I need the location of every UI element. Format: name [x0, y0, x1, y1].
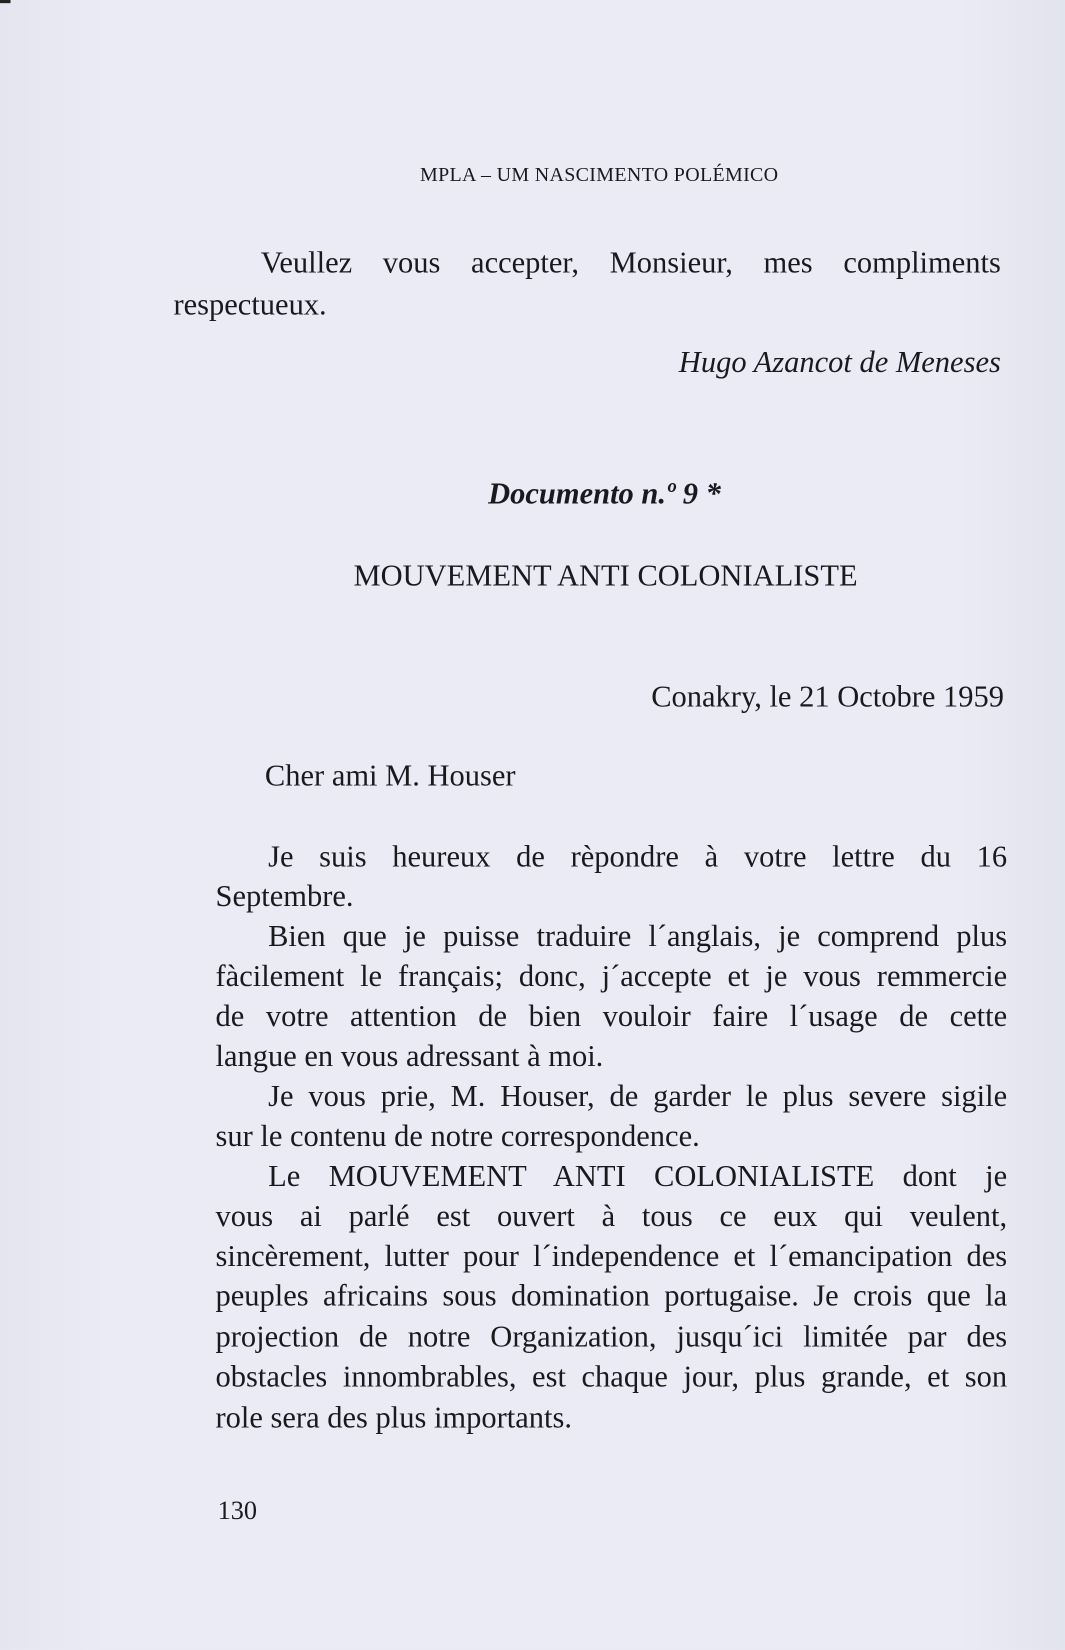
- body-line: fàcilement le français; donc, j´accepte et je vous remmercie: [215, 959, 1008, 994]
- body-line: peuples africains sous domination portugaise. Je crois que la: [215, 1279, 1008, 1314]
- running-header: MPLA – UM NASCIMENTO POLÉMICO: [420, 164, 779, 187]
- body-line: Le MOUVEMENT ANTI COLONIALISTE dont je: [268, 1159, 1008, 1194]
- body-line: role sera des plus importants.: [215, 1401, 572, 1436]
- body-line: obstacles innombrables, est chaque jour, plus grande, et son: [215, 1360, 1008, 1395]
- scan-mark: [0, 0, 11, 3]
- body-line: Septembre.: [215, 879, 354, 914]
- body-line: Je vous prie, M. Houser, de garder le plus severe sigile: [268, 1079, 1008, 1114]
- body-line: de votre attention de bien vouloir faire l´usage de cette: [215, 999, 1008, 1034]
- document-title: Documento n.º 9 *: [488, 477, 721, 511]
- body-line: sincèrement, lutter pour l´independence et l´emancipation des: [215, 1239, 1008, 1274]
- organization-title: MOUVEMENT ANTI COLONIALISTE: [353, 559, 858, 593]
- body-line: vous ai parlé est ouvert à tous ce eux qui veulent,: [215, 1199, 1008, 1234]
- body-line: projection de notre Organization, jusqu´ici limitée par des: [215, 1320, 1008, 1355]
- signature: Hugo Azancot de Meneses: [678, 345, 1001, 380]
- closing-line: respectueux.: [173, 288, 327, 322]
- place-date: Conakry, le 21 Octobre 1959: [651, 680, 1004, 714]
- body-line: langue en vous adressant à moi.: [215, 1039, 604, 1074]
- body-line: sur le contenu de notre correspondence.: [215, 1119, 700, 1154]
- salutation: Cher ami M. Houser: [264, 759, 516, 793]
- body-line: Je suis heureux de rèpondre à votre lettre du 16: [268, 839, 1008, 874]
- page-number: 130: [217, 1497, 258, 1526]
- closing-line: Veullez vous accepter, Monsieur, mes compliments: [260, 246, 1001, 280]
- body-line: Bien que je puisse traduire l´anglais, je comprend plus: [268, 919, 1008, 954]
